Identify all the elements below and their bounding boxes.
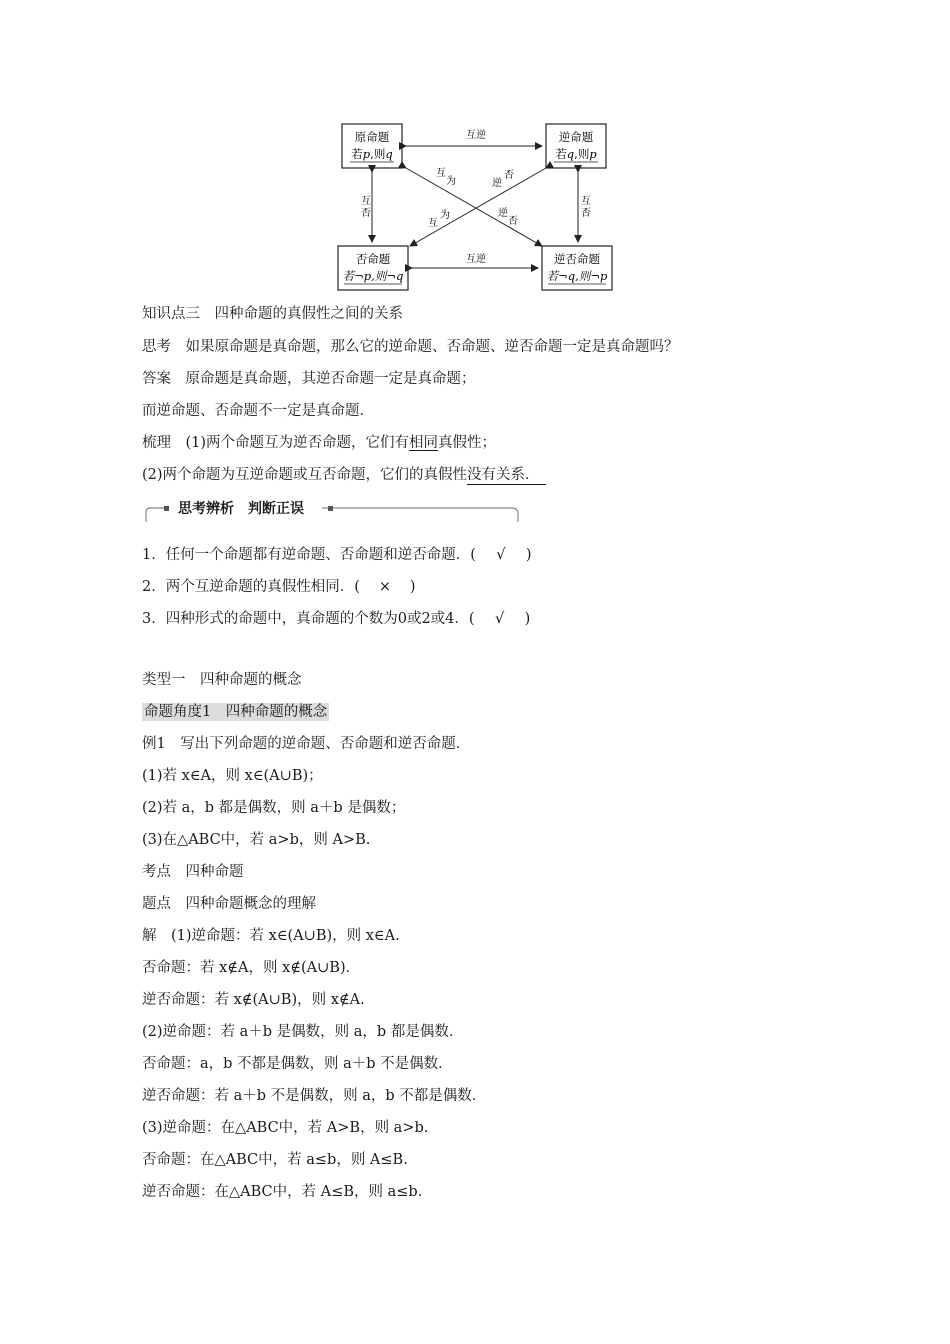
type1-angle: 命题角度1 四种命题的概念 [144,704,328,720]
solution-line-9: 逆否命题：在△ABC中，若 A≤B，则 a≤b. [142,1184,423,1200]
judge-item-3: 3．四种形式的命题中，真命题的个数为0或2或4．( √ ) [142,611,531,627]
example-1-item-1: (1)若 x∈A，则 x∈(A∪B)； [142,768,323,784]
arrow-diagonal-1 [406,168,542,246]
judge-section-title: 思考辨析 判断正误 [172,498,310,518]
blank-no-relation: 没有关系． [467,466,546,485]
cross-mark: × [378,579,391,595]
solution-line-7: (3)逆命题：在△ABC中，若 A>B，则 a>b. [142,1120,429,1136]
solution-line-4: (2)逆命题：若 a＋b 是偶数，则 a，b 都是偶数． [142,1024,464,1040]
solution-line-2: 否命题：若 x∉A，则 x∉(A∪B)． [142,960,361,976]
blank-same: 相同 [409,435,439,451]
example-1-item-3: (3)在△ABC中，若 a>b，则 A>B. [142,832,371,848]
example-1-item-2: (2)若 a，b 都是偶数，则 a＋b 是偶数； [142,800,406,816]
svg-text:互: 互 [436,168,446,179]
svg-text:互: 互 [581,196,591,207]
svg-text:否: 否 [581,208,591,219]
four-propositions-diagram [330,118,620,294]
solution-line-1: 解 (1)逆命题：若 x∈(A∪B)，则 x∈A. [142,928,400,944]
tidian: 题点 四种命题概念的理解 [142,896,316,912]
kaodian: 考点 四种命题 [142,864,244,880]
solution-line-6: 逆否命题：若 a＋b 不是偶数，则 a，b 不都是偶数． [142,1088,487,1104]
svg-text:为: 为 [440,210,450,221]
judge-item-1: 1．任何一个命题都有逆命题、否命题和逆否命题．( √ ) [142,547,532,563]
svg-text:为: 为 [446,176,456,187]
box-contrapositive-title: 逆否命题 [554,252,600,266]
box-original-title: 原命题 [354,130,390,144]
svg-text:否: 否 [508,216,518,227]
svg-text:互: 互 [361,196,371,207]
solution-line-5: 否命题：a，b 不都是偶数，则 a＋b 不是偶数． [142,1056,453,1072]
box-converse-title: 逆命题 [558,130,594,144]
solution-line-3: 逆否命题：若 x∉(A∪B)，则 x∉A. [142,992,365,1008]
svg-text:否: 否 [504,170,514,181]
think-question: 思考 如果原命题是真命题，那么它的逆命题、否命题、逆否命题一定是真命题吗？ [142,339,679,355]
example-1-title: 例1 写出下列命题的逆命题、否命题和逆否命题． [142,736,471,752]
svg-text:逆: 逆 [498,208,508,219]
summary-line-2: (2)两个命题为互逆命题或互否命题，它们的真假性没有关系． [142,465,546,485]
knowledge-title: 知识点三 四种命题的真假性之间的关系 [142,306,403,322]
check-mark: √ [494,611,505,627]
check-mark: √ [496,547,506,563]
box-original-condition: 若p,则q [351,147,393,161]
answer-line-2: 而逆命题、否命题不一定是真命题． [142,403,374,419]
arrow-diagonal-2 [410,168,546,246]
judge-item-2: 2．两个互逆命题的真假性相同．( × ) [142,579,416,595]
box-converse-condition: 若q,则p [555,147,597,161]
box-contrapositive-condition: 若¬q,则¬p [546,269,608,283]
box-inverse-title: 否命题 [355,252,391,266]
svg-text:互: 互 [428,218,438,229]
label-top: 互逆 [466,130,486,141]
svg-text:否: 否 [361,208,371,219]
label-bottom: 互逆 [466,254,486,265]
solution-line-8: 否命题：在△ABC中，若 a≤b，则 A≤B. [142,1152,408,1168]
answer-line-1: 答案 原命题是真命题，其逆否命题一定是真命题； [142,371,476,387]
svg-text:逆: 逆 [492,178,502,189]
summary-line-1: 梳理 (1)两个命题互为逆否命题，它们有相同真假性； [142,435,497,451]
box-inverse-condition: 若¬p,则¬q [342,269,404,283]
type1-title: 类型一 四种命题的概念 [142,672,302,688]
judge-section-header [142,496,520,526]
